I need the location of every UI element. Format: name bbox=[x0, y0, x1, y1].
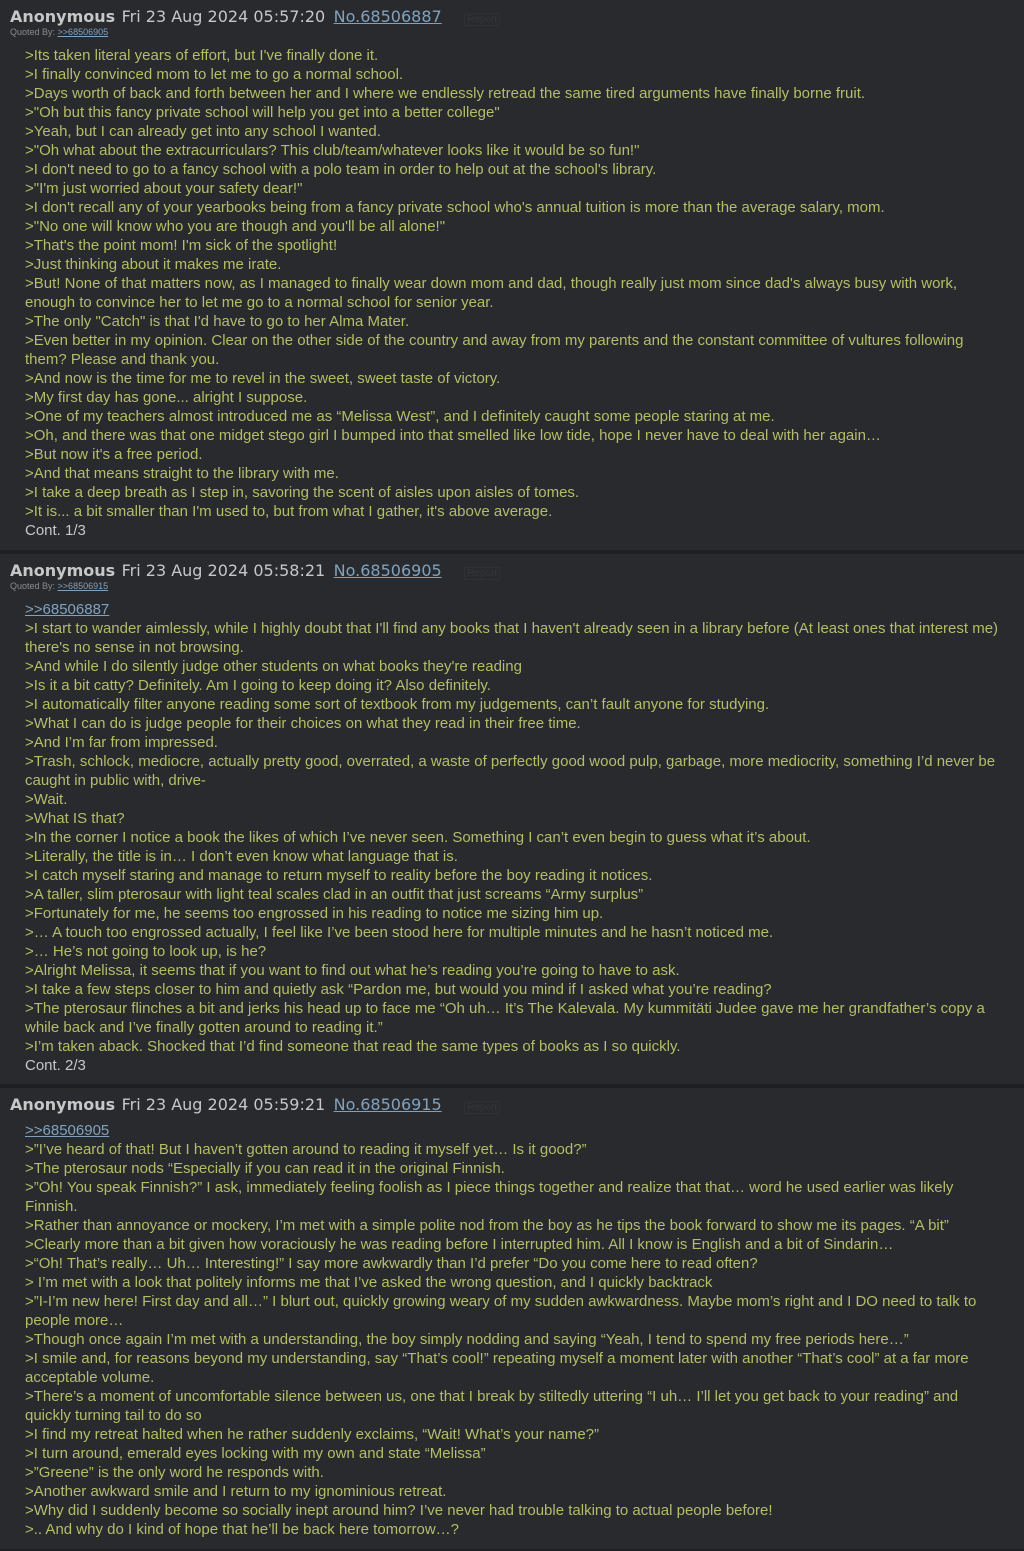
greentext-line: >One of my teachers almost introduced me as “Melissa West”, and I definitely caught some people staring at me. bbox=[25, 408, 775, 425]
greentext-line: >… He’s not going to look up, is he? bbox=[25, 943, 267, 960]
greentext-line: >Is it a bit catty? Definitely. Am I going to keep doing it? Also definitely. bbox=[25, 677, 491, 694]
post-message bbox=[25, 600, 1006, 1075]
greentext-line: >Rather than annoyance or mockery, I’m met with a simple polite nod from the boy as he tips the book forward to show me its pages. “A bit” bbox=[25, 1217, 949, 1234]
post-number-link[interactable]: No.68506915 bbox=[333, 1095, 442, 1114]
post-datetime: Fri 23 Aug 2024 05:57:20 bbox=[121, 7, 326, 26]
greentext-line: >Fortunately for me, he seems too engrossed in his reading to notice me sizing him up. bbox=[25, 905, 604, 922]
greentext-line: >”I-I’m new here! First day and all…” I blurt out, quickly growing weary of my sudden awkwardness. Maybe mom’s right and I DO need to talk to people more… bbox=[25, 1293, 977, 1329]
greentext-line: >I start to wander aimlessly, while I highly doubt that I'll find any books that I haven't already seen in a library before (At least ones that interest me) there's no sense in not browsing. bbox=[25, 620, 999, 656]
greentext-line: >Wait. bbox=[25, 791, 68, 808]
quoted-by-link[interactable]: >>68506905 bbox=[57, 27, 109, 37]
greentext-line: >I’m taken aback. Shocked that I’d find someone that read the same types of books as I so quickly. bbox=[25, 1038, 681, 1055]
greentext-line: >I take a deep breath as I step in, savoring the scent of aisles upon aisles of tomes. bbox=[25, 484, 580, 501]
greentext-line: >Its taken literal years of effort, but I've finally done it. bbox=[25, 47, 379, 64]
greentext-line: >And that means straight to the library with me. bbox=[25, 465, 339, 482]
greentext-line: >Yeah, but I can already get into any school I wanted. bbox=[25, 123, 381, 140]
greentext-line: >"I'm just worried about your safety dear!" bbox=[25, 180, 303, 197]
poster-name: Anonymous bbox=[10, 1095, 116, 1114]
greentext-line: >I don't need to go to a fancy school with a polo team in order to help out at the school's library. bbox=[25, 161, 657, 178]
greentext-line: >”I’ve heard of that! But I haven’t gotten around to reading it myself yet… Is it good?” bbox=[25, 1141, 587, 1158]
post-header bbox=[10, 1095, 500, 1115]
greentext-line: >Why did I suddenly become so socially inept around him? I’ve never had trouble talking to actual people before! bbox=[25, 1502, 773, 1519]
greentext-line: >Literally, the title is in… I don’t even know what language that is. bbox=[25, 848, 458, 865]
greentext-line: >Even better in my opinion. Clear on the other side of the country and away from my parents and the constant committee of vultures following them? Please and thank you. bbox=[25, 332, 964, 368]
quoted-by bbox=[10, 27, 108, 37]
greentext-line: >And now is the time for me to revel in the sweet, sweet taste of victory. bbox=[25, 370, 501, 387]
greentext-line: >I automatically filter anyone reading some sort of textbook from my judgements, can’t fault anyone for studying. bbox=[25, 696, 770, 713]
greentext-line: >"No one will know who you are though and you'll be all alone!" bbox=[25, 218, 446, 235]
greentext-line: >Oh, and there was that one midget stego girl I bumped into that smelled like low tide, hope I never have to deal with her again… bbox=[25, 427, 881, 444]
post-number-link[interactable]: No.68506905 bbox=[333, 561, 442, 580]
post-header bbox=[10, 561, 500, 581]
quoted-by bbox=[10, 581, 108, 591]
greentext-line: >What IS that? bbox=[25, 810, 125, 827]
poster-name: Anonymous bbox=[10, 561, 116, 580]
quoted-by-label: Quoted By: bbox=[10, 27, 56, 37]
greentext-line: >Though once again I’m met with a understanding, the boy simply nodding and saying “Yeah, I tend to spend my free periods here…” bbox=[25, 1331, 909, 1348]
post-datetime: Fri 23 Aug 2024 05:58:21 bbox=[121, 561, 326, 580]
post-68506915 bbox=[0, 1088, 1024, 1551]
greentext-line: >I smile and, for reasons beyond my understanding, say “That’s cool!” repeating myself a moment later with another “That’s cool” at a far more acceptable volume. bbox=[25, 1350, 969, 1386]
greentext-line: >But now it's a free period. bbox=[25, 446, 203, 463]
greentext-line: > I’m met with a look that politely informs me that I’ve asked the wrong question, and I quickly backtrack bbox=[25, 1274, 713, 1291]
greentext-line: >”Greene” is the only word he responds with. bbox=[25, 1464, 324, 1481]
greentext-line: >“Oh! That’s really… Uh… Interesting!” I say more awkwardly than I’d prefer “Do you come here to read often? bbox=[25, 1255, 758, 1272]
greentext-line: >It is... a bit smaller than I'm used to, but from what I gather, it's above average. bbox=[25, 503, 553, 520]
greentext-line: >I turn around, emerald eyes locking with my own and state “Melissa” bbox=[25, 1445, 486, 1462]
continuation-note: Cont. 1/3 bbox=[25, 522, 86, 539]
greentext-line: >I don't recall any of your yearbooks being from a fancy private school who's annual tuition is more than the average salary, mom. bbox=[25, 199, 885, 216]
greentext-line: >And while I do silently judge other students on what books they're reading bbox=[25, 658, 522, 675]
post-68506905 bbox=[0, 554, 1024, 1086]
reply-link[interactable]: >>68506905 bbox=[25, 1122, 110, 1139]
greentext-line: >Another awkward smile and I return to my ignominious retreat. bbox=[25, 1483, 447, 1500]
greentext-line: >My first day has gone... alright I suppose. bbox=[25, 389, 308, 406]
greentext-line: >Clearly more than a bit given how voraciously he was reading before I interrupted him. All I know is English and a bit of Sindarin… bbox=[25, 1236, 894, 1253]
greentext-line: >Days worth of back and forth between her and I where we endlessly retread the same tired arguments have finally borne fruit. bbox=[25, 85, 866, 102]
greentext-line: >I take a few steps closer to him and quietly ask “Pardon me, but would you mind if I asked what you’re reading? bbox=[25, 981, 772, 998]
greentext-line: >… A touch too engrossed actually, I feel like I’ve been stood here for multiple minutes and he hasn’t noticed me. bbox=[25, 924, 774, 941]
greentext-line: >Just thinking about it makes me irate. bbox=[25, 256, 282, 273]
post-68506887 bbox=[0, 0, 1024, 552]
greentext-line: >A taller, slim pterosaur with light teal scales clad in an outfit that just screams “Army surplus” bbox=[25, 886, 644, 903]
greentext-line: >Alright Melissa, it seems that if you want to find out what he’s reading you’re going to have to ask. bbox=[25, 962, 680, 979]
post-message bbox=[25, 1121, 1006, 1539]
post-datetime: Fri 23 Aug 2024 05:59:21 bbox=[121, 1095, 326, 1114]
report-button[interactable]: Report bbox=[464, 1101, 500, 1114]
greentext-line: >I catch myself staring and manage to return myself to reality before the boy reading it notices. bbox=[25, 867, 653, 884]
quoted-by-link[interactable]: >>68506915 bbox=[57, 581, 109, 591]
greentext-line: >But! None of that matters now, as I managed to finally wear down mom and dad, though really just mom since dad's always busy with work, enough to convince her to let me go to a normal school for senior year. bbox=[25, 275, 958, 311]
reply-link[interactable]: >>68506887 bbox=[25, 601, 110, 618]
greentext-line: >I finally convinced mom to let me to go a normal school. bbox=[25, 66, 404, 83]
greentext-line: >In the corner I notice a book the likes of which I’ve never seen. Something I can’t even begin to guess what it’s about. bbox=[25, 829, 811, 846]
greentext-line: >The only "Catch" is that I'd have to go to her Alma Mater. bbox=[25, 313, 410, 330]
continuation-note: Cont. 2/3 bbox=[25, 1057, 86, 1074]
report-button[interactable]: Report bbox=[464, 567, 500, 580]
report-button[interactable]: Report bbox=[464, 13, 500, 26]
greentext-line: >There’s a moment of uncomfortable silence between us, one that I break by stiltedly uttering “I uh… I’ll let you get back to your reading” and quickly turning tail to do so bbox=[25, 1388, 959, 1424]
post-header bbox=[10, 7, 500, 27]
greentext-line: >Trash, schlock, mediocre, actually pretty good, overrated, a waste of perfectly good wood pulp, garbage, more mediocrity, something I’d never be caught in public with, drive- bbox=[25, 753, 996, 789]
greentext-line: >.. And why do I kind of hope that he’ll be back here tomorrow…? bbox=[25, 1521, 460, 1538]
greentext-line: >What I can do is judge people for their choices on what they read in their free time. bbox=[25, 715, 581, 732]
post-number-link[interactable]: No.68506887 bbox=[333, 7, 442, 26]
greentext-line: >The pterosaur nods “Especially if you can read it in the original Finnish. bbox=[25, 1160, 505, 1177]
greentext-line: >”Oh! You speak Finnish?” I ask, immediately feeling foolish as I piece things together and realize that that… word he used earlier was likely Finnish. bbox=[25, 1179, 954, 1215]
post-message bbox=[25, 46, 1006, 540]
greentext-line: >"Oh but this fancy private school will help you get into a better college" bbox=[25, 104, 500, 121]
greentext-line: >The pterosaur flinches a bit and jerks his head up to face me “Oh uh… It’s The Kalevala. My kummitäti Judee gave me her grandfather’s copy a while back and I’ve finally gotten around to reading it.” bbox=[25, 1000, 985, 1036]
quoted-by-label: Quoted By: bbox=[10, 581, 56, 591]
greentext-line: >I find my retreat halted when he rather suddenly exclaims, “Wait! What’s your name?” bbox=[25, 1426, 600, 1443]
greentext-line: >That's the point mom! I'm sick of the spotlight! bbox=[25, 237, 338, 254]
poster-name: Anonymous bbox=[10, 7, 116, 26]
greentext-line: >And I’m far from impressed. bbox=[25, 734, 218, 751]
greentext-line: >"Oh what about the extracurriculars? This club/team/whatever looks like it would be so fun!" bbox=[25, 142, 640, 159]
